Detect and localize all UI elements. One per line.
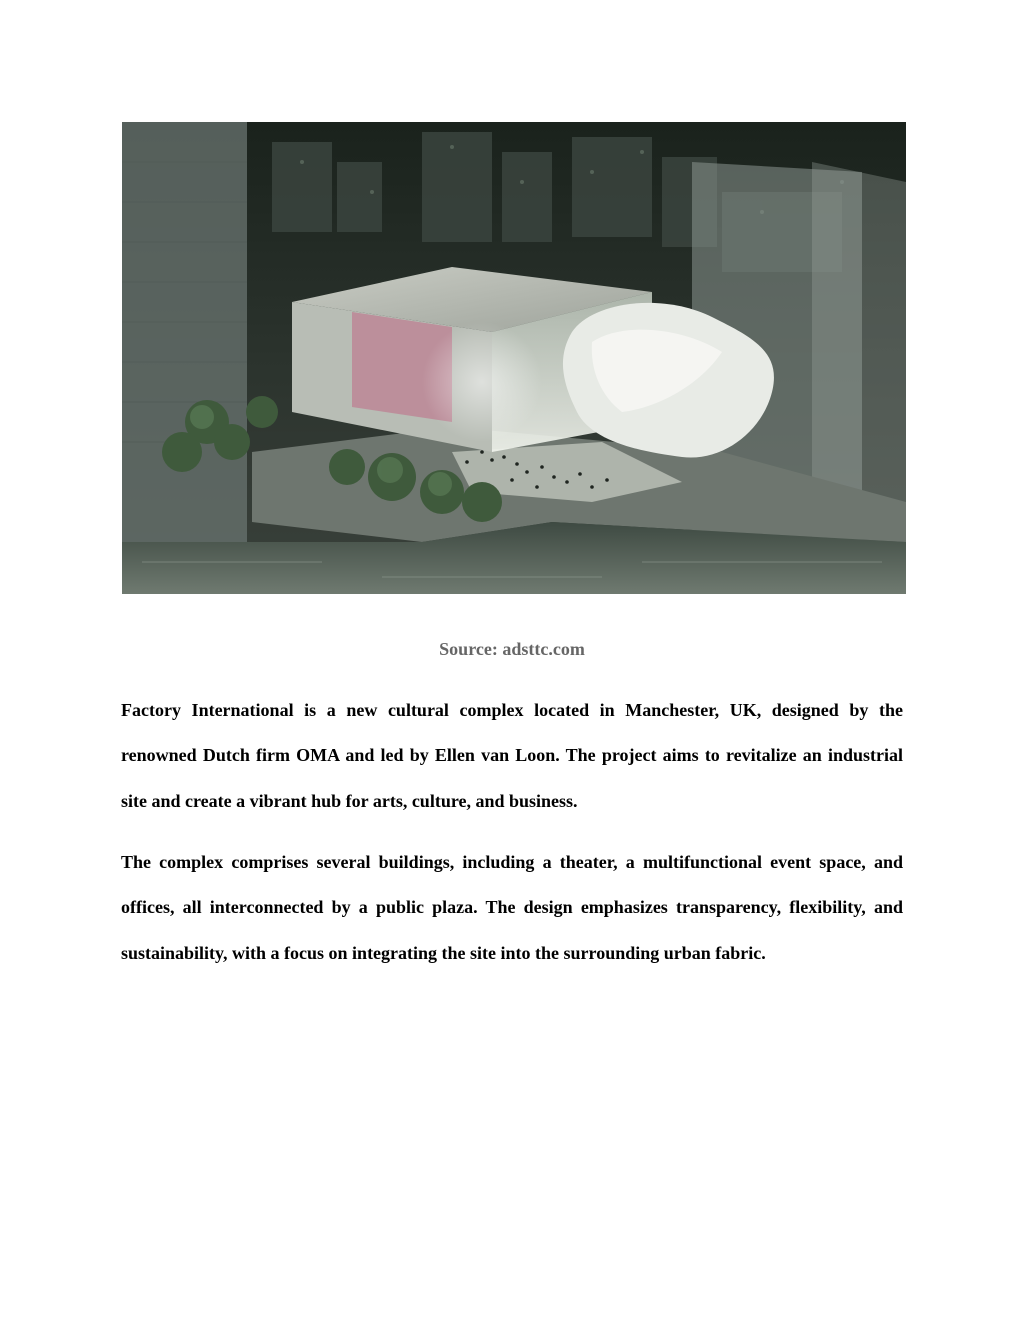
architectural-rendering-image: [122, 122, 906, 594]
image-source-caption: Source: adsttc.com: [439, 639, 585, 659]
rendering-illustration: [122, 122, 906, 594]
body-paragraph-1: Factory International is a new cultural complex located in Manchester, UK, designed by the renowned Dutch firm OMA and led by Ellen van Loon. The project aims to revitalize an industrial site and create a vibrant hub for arts, culture, and business.: [121, 700, 903, 811]
body-paragraph-2: The complex comprises several buildings, including a theater, a multifunctional event space, and offices, all interconnected by a public plaza. The design emphasizes transparency, flexibility, and sustainability, with a focus on integrating the site into the surrounding urban fabric.: [121, 852, 903, 963]
